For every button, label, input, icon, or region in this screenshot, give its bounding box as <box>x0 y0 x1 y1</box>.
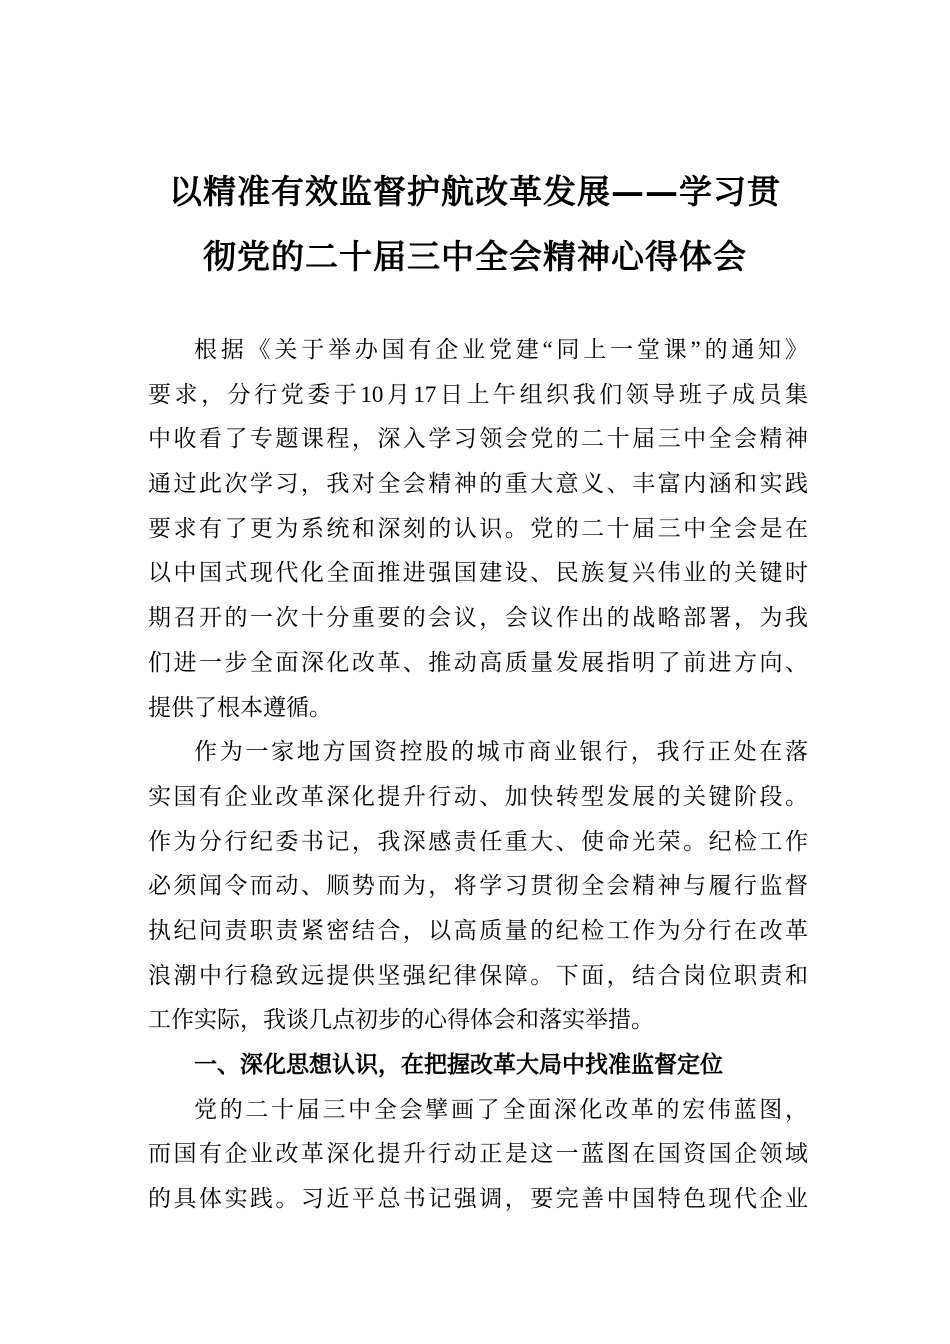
text-line: 的具体实践。习近平总书记强调，要完善中国特色现代企业 <box>148 1186 808 1212</box>
text-line: 必须闻令而动、顺势而为，将学习贯彻全会精神与履行监督 <box>148 873 808 899</box>
text-line: 作为分行纪委书记，我深感责任重大、使命光荣。纪检工作 <box>148 828 808 854</box>
text-line: 提供了根本遵循。 <box>148 694 332 720</box>
paragraph-1 <box>148 328 808 730</box>
document-body <box>148 328 808 1222</box>
text-line: 要求，分行党委于10月17日上午组织我们领导班子成员集 <box>148 381 808 407</box>
text-line: 而国有企业改革深化提升行动正是这一蓝图在国资国企领域 <box>148 1141 808 1167</box>
text-line: 期召开的一次十分重要的会议，会议作出的战略部署，为我 <box>148 605 808 631</box>
document-title-line-2: 彻党的二十届三中全会精神心得体会 <box>203 237 747 276</box>
text-line: 要求有了更为系统和深刻的认识。党的二十届三中全会是在 <box>148 515 808 541</box>
document-title-line-1: 以精准有效监督护航改革发展——学习贯 <box>169 172 781 211</box>
text-line: 通过此次学习，我对全会精神的重大意义、丰富内涵和实践 <box>148 471 808 497</box>
text-line: 工作实际，我谈几点初步的心得体会和落实举措。 <box>148 1007 654 1033</box>
text-line: 根据《关于举办国有企业党建“同上一堂课”的通知》 <box>194 337 808 362</box>
paragraph-3 <box>148 1088 808 1222</box>
text-line: 中收看了专题课程，深入学习领会党的二十届三中全会精神 <box>148 426 808 452</box>
text-line: 实国有企业改革深化提升行动、加快转型发展的关键阶段。 <box>148 783 808 809</box>
text-line: 作为一家地方国资控股的城市商业银行，我行正处在落 <box>194 739 808 765</box>
text-line: 们进一步全面深化改革、推动高质量发展指明了前进方向、 <box>148 649 808 675</box>
text-line: 执纪问责职责紧密结合，以高质量的纪检工作为分行在改革 <box>148 917 808 943</box>
paragraph-2 <box>148 730 808 1043</box>
text-line: 党的二十届三中全会擘画了全面深化改革的宏伟蓝图， <box>194 1096 808 1122</box>
text-line: 以中国式现代化全面推进强国建设、民族复兴伟业的关键时 <box>148 560 808 586</box>
section-heading: 一、深化思想认识，在把握改革大局中找准监督定位 <box>194 1052 723 1078</box>
text-line: 浪潮中行稳致远提供坚强纪律保障。下面，结合岗位职责和 <box>148 962 808 988</box>
